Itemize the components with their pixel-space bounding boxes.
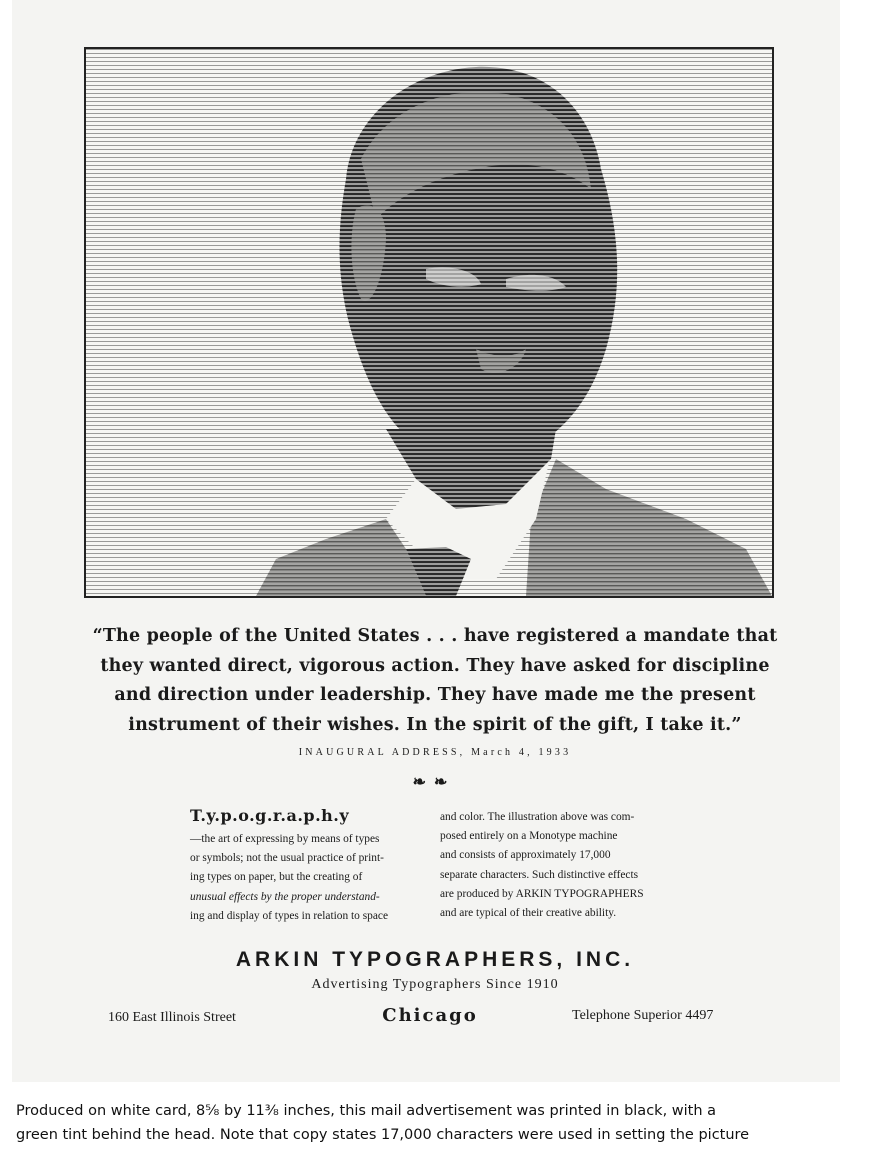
typography-definition-left: [190, 830, 412, 926]
body-line: and consists of approximately 17,000: [440, 849, 611, 862]
body-line: and color. The illustration above was com-: [440, 811, 635, 823]
body-line: posed entirely on a Monotype machine: [440, 830, 618, 843]
body-line: are produced by ARKIN TYPOGRAPHERS: [440, 887, 644, 900]
quote-line: instrument of their wishes. In the spirit of the gift, I take it.”: [128, 714, 742, 735]
typographic-portrait: [84, 47, 774, 598]
quote-line: they wanted direct, vigorous action. They have asked for discipline: [100, 655, 770, 676]
caption-line: green tint behind the head. Note that copy states 17,000 characters were used in setting the picture: [16, 1127, 750, 1143]
firm-city: Chicago: [382, 1005, 478, 1026]
typography-definition-right: [440, 808, 662, 923]
quote-line: and direction under leadership. They have made me the present: [114, 685, 756, 705]
quote-attribution: INAUGURAL ADDRESS, March 4, 1933: [298, 747, 572, 758]
body-line: ing types on paper, but the creating of: [190, 871, 363, 884]
body-line: or symbols; not the usual practice of print-: [190, 852, 384, 865]
body-line: ing and display of types in relation to space: [190, 909, 389, 922]
portrait-figure: [86, 49, 772, 596]
body-line: unusual effects by the proper understand-: [190, 890, 380, 903]
quote-line: “The people of the United States . . . have registered a mandate that: [92, 626, 778, 646]
inaugural-quote: [60, 622, 810, 740]
body-line: —the art of expressing by means of types: [190, 833, 380, 845]
firm-address: 160 East Illinois Street: [108, 1010, 236, 1025]
body-line: and are typical of their creative ability.: [440, 907, 617, 920]
typography-heading: T.y.p.o.g.r.a.p.h.y: [190, 806, 350, 825]
book-caption: [16, 1099, 846, 1147]
firm-tagline: Advertising Typographers Since 1910: [311, 977, 559, 992]
leaf-ornament-icon: ❧ ❧: [412, 774, 450, 791]
body-line: separate characters. Such distinctive effects: [440, 868, 639, 881]
caption-line: Produced on white card, 8⅝ by 11⅜ inches, this mail advertisement was printed in black, with a: [16, 1103, 717, 1119]
firm-phone: Telephone Superior 4497: [572, 1008, 714, 1023]
firm-name: ARKIN TYPOGRAPHERS, INC.: [235, 948, 635, 971]
